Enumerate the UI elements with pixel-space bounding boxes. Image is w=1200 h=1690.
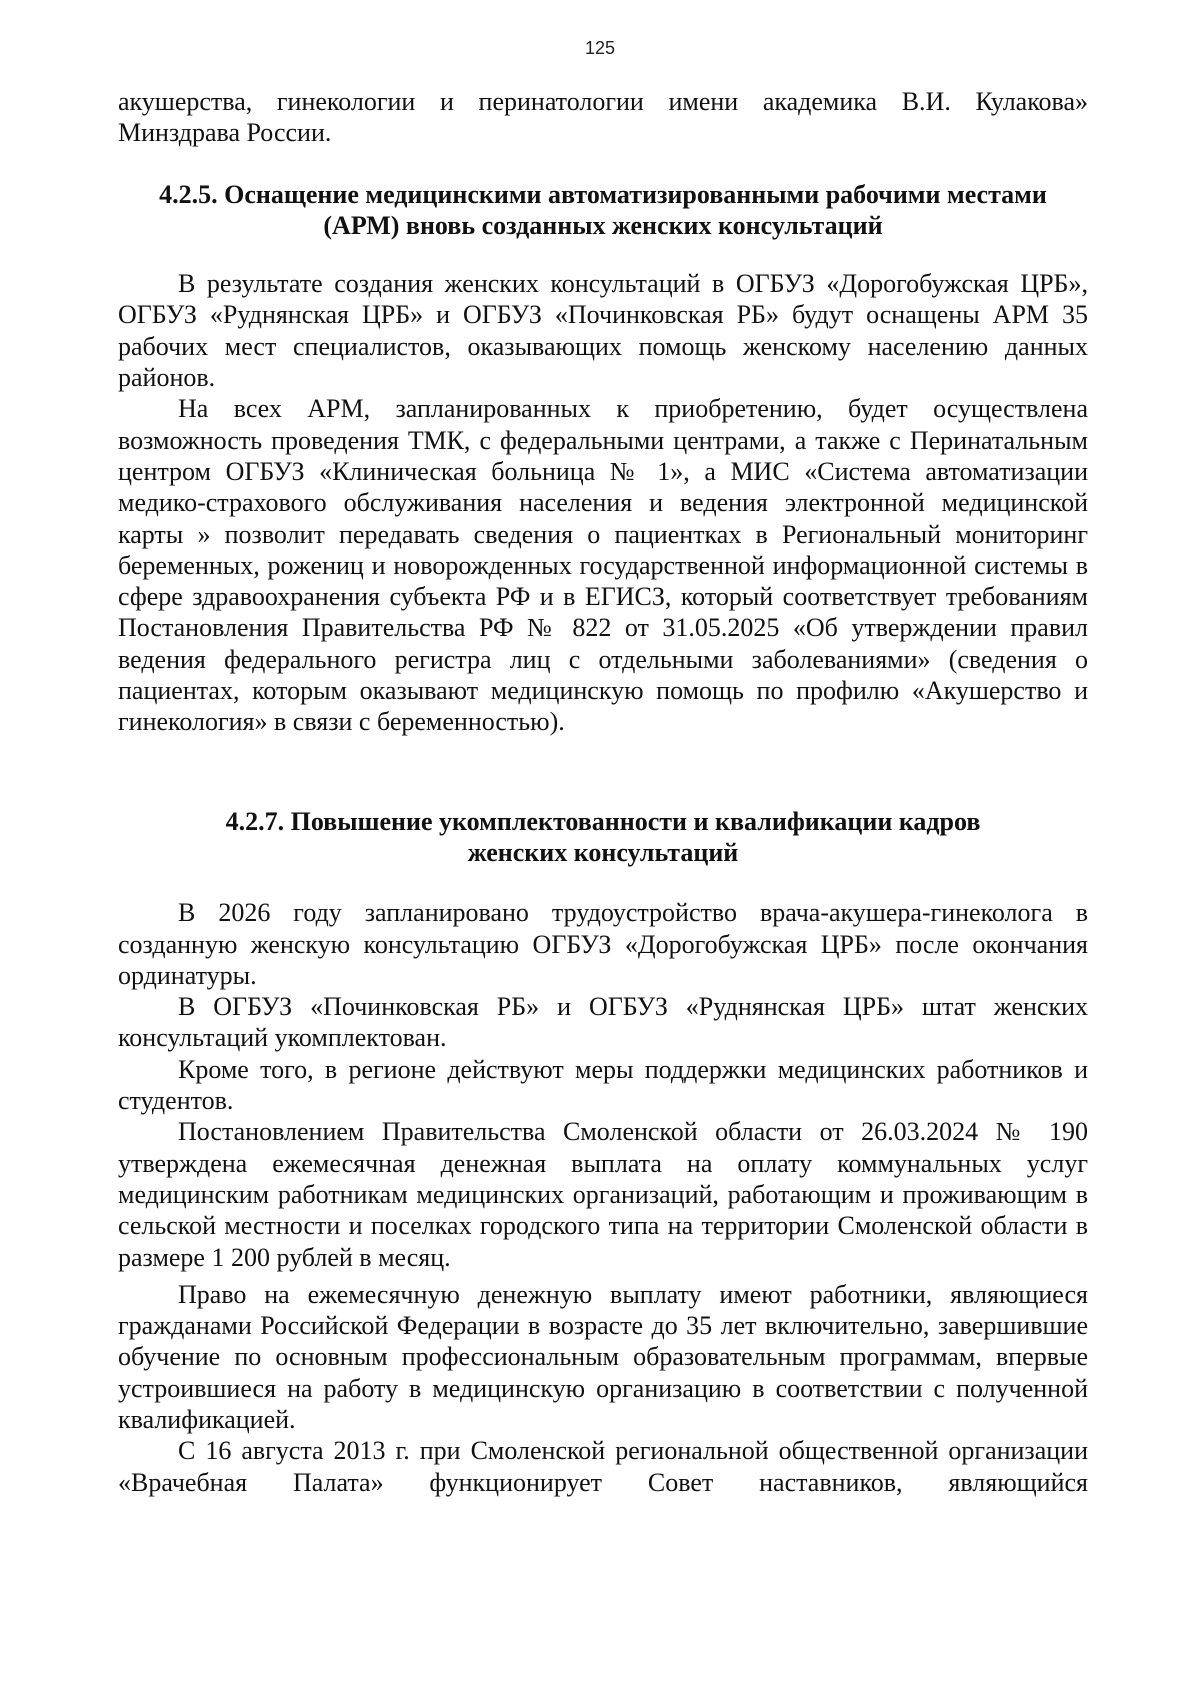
section-4-2-7-paragraph-4: Постановлением Правительства Смоленской области от 26.03.2024 № 190 утверждена ежемесячная денежная выплата на оплату коммунальных услуг медицинским работникам медицинских организаций, работающим и проживающим в сельской местности и поселках городского типа на территории Смоленской области в размере 1 200 рублей в месяц. [118, 1117, 1088, 1272]
section-4-2-7-heading-line-2: женских консультаций [467, 837, 739, 867]
page-content [118, 86, 1088, 1498]
section-4-2-5-paragraph-2: На всех АРМ, запланированных к приобретению, будет осуществлена возможность проведения ТМК, с федеральными центрами, а также с Перинатальным центром ОГБУЗ «Клиническая больница № 1», а МИС «Система автоматизации медико-страхового обслуживания населения и ведения электронной медицинской карты » позволит передавать сведения о пациентках в Региональный мониторинг беременных, рожениц и новорожденных государственной информационной системы в сфере здравоохранения субъекта РФ и в ЕГИСЗ, который соответствует требованиям Постановления Правительства РФ № 822 от 31.05.2025 «Об утверждении правил ведения федерального регистра лиц с отдельными заболеваниями» (сведения о пациентах, которым оказывают медицинскую помощь по профилю «Акушерство и гинекология» в связи с беременностью). [118, 394, 1088, 737]
section-4-2-7-paragraph-2: В ОГБУЗ «Починковская РБ» и ОГБУЗ «Руднянская ЦРБ» штат женских консультаций укомплектован. [118, 992, 1088, 1053]
section-4-2-7-heading [118, 806, 1088, 869]
section-4-2-7-paragraph-1: В 2026 году запланировано трудоустройство врача-акушера-гинеколога в созданную женскую консультацию ОГБУЗ «Дорогобужская ЦРБ» после окончания ординатуры. [118, 898, 1088, 990]
section-4-2-7-paragraph-5: Право на ежемесячную денежную выплату имеют работники, являющиеся гражданами Российской Федерации в возрасте до 35 лет включительно, завершившие обучение по основным профессиональным образовательным программам, впервые устроившиеся на работу в медицинскую организацию в соответствии с полученной квалификацией. [118, 1279, 1088, 1434]
section-4-2-7-heading-line-1: 4.2.7. Повышение укомплектованности и квалификации кадров [225, 806, 981, 836]
section-4-2-5-heading-line-1: 4.2.5. Оснащение медицинскими автоматизированными рабочими местами [159, 179, 1047, 209]
page-number: 125 [584, 38, 616, 58]
section-4-2-5-paragraph-1: В результате создания женских консультаций в ОГБУЗ «Дорогобужская ЦРБ», ОГБУЗ «Руднянская ЦРБ» и ОГБУЗ «Починковская РБ» будут оснащены АРМ 35 рабочих мест специалистов, оказывающих помощь женскому населению данных районов. [118, 269, 1088, 393]
section-4-2-5-heading [118, 179, 1088, 242]
section-4-2-5-heading-line-2: (АРМ) вновь созданных женских консультаций [323, 210, 883, 240]
section-4-2-7-paragraph-6: С 16 августа 2013 г. при Смоленской региональной общественной организации «Врачебная Палата» функционирует Совет наставников, являющийся [118, 1436, 1088, 1497]
opening-paragraph: акушерства, гинекологии и перинатологии имени академика В.И. Кулакова» Минздрава России. [118, 87, 1088, 148]
section-4-2-7-paragraph-3: Кроме того, в регионе действуют меры поддержки медицинских работников и студентов. [118, 1054, 1088, 1116]
